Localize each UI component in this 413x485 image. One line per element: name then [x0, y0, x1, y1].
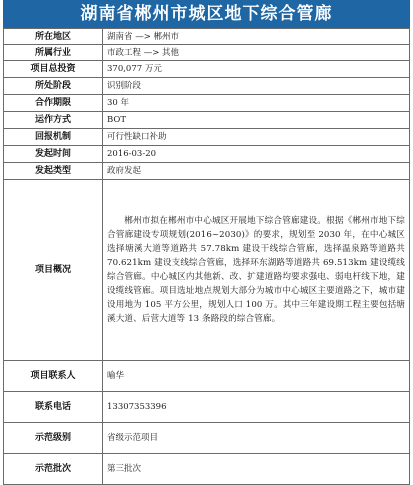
table-row-launch-type [4, 163, 410, 180]
table-row-demo-level [4, 423, 410, 454]
row-value: 政府发起 [103, 163, 410, 180]
table-row-overview [4, 180, 410, 361]
row-label: 发起类型 [4, 163, 103, 180]
row-value: 识别阶段 [103, 78, 410, 95]
row-value: 370,077 万元 [103, 61, 410, 78]
row-value: 可行性缺口补助 [103, 129, 410, 146]
row-value: 湖南省 —> 郴州市 [103, 29, 410, 45]
table-row-contact [4, 361, 410, 392]
row-value: BOT [103, 112, 410, 129]
row-label: 所处阶段 [4, 78, 103, 95]
row-label: 所在地区 [4, 29, 103, 45]
table-row-region [4, 29, 410, 45]
row-label: 示范级别 [4, 423, 103, 454]
row-label: 所属行业 [4, 45, 103, 61]
row-label: 回报机制 [4, 129, 103, 146]
row-label: 项目总投资 [4, 61, 103, 78]
row-value: 喻华 [103, 361, 410, 392]
table-row-stage [4, 78, 410, 95]
row-value: 2016-03-20 [103, 146, 410, 163]
row-label: 项目联系人 [4, 361, 103, 392]
row-value: 13307353396 [103, 392, 410, 423]
row-label: 发起时间 [4, 146, 103, 163]
project-info-table [3, 28, 410, 485]
table-row-investment [4, 61, 410, 78]
overview-text: 郴州市拟在郴州市中心城区开展地下综合管廊建设。根据《郴州市地下综合管廊建设专项规划(2016~2030)》的要求，规划至 2030 年，在中心城区选择塘溪大道等道路共 57.78km 建设干线综合管廊，选择温泉路等道路共 70.621km 建设支线综合管廊，选择环东湖路等道路共 69.513km 建设缆线综合管廊。中心城区内其他新、改、扩建道路均要求强电、弱电杆线下地，建设缆线管廊。项目选址地点规划大部分为城市中心城区主要道路之下，城市建设用地为 105 平方公里，规划人口 100 万。其中三年建设期工程主要包括塘溪大道、后营大道等 13 条路段的综合管廊。 [103, 180, 410, 361]
row-value: 省级示范项目 [103, 423, 410, 454]
table-row-phone [4, 392, 410, 423]
row-label: 示范批次 [4, 454, 103, 485]
table-row-demo-batch [4, 454, 410, 485]
row-label: 运作方式 [4, 112, 103, 129]
table-row-industry [4, 45, 410, 61]
page-title: 湖南省郴州市城区地下综合管廊 [3, 0, 410, 28]
row-label: 联系电话 [4, 392, 103, 423]
table-row-operation [4, 112, 410, 129]
row-value: 30 年 [103, 95, 410, 112]
row-value: 市政工程 —> 其他 [103, 45, 410, 61]
row-label: 合作期限 [4, 95, 103, 112]
table-row-term [4, 95, 410, 112]
table-row-return [4, 129, 410, 146]
row-label: 项目概况 [4, 180, 103, 361]
row-value: 第三批次 [103, 454, 410, 485]
table-row-launch-date [4, 146, 410, 163]
